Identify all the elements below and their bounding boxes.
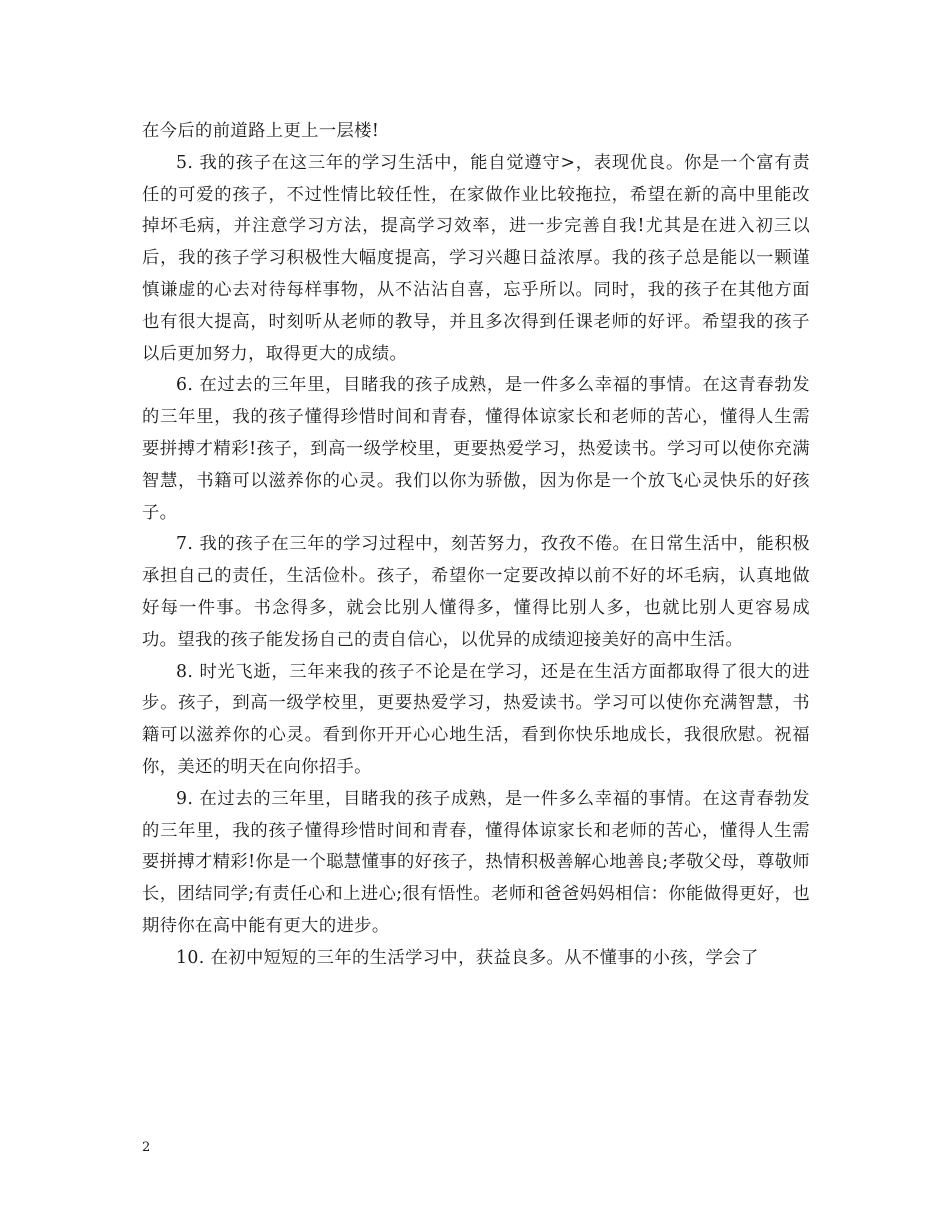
document-body bbox=[142, 116, 810, 975]
paragraph-item-9: 9. 在过去的三年里，目睹我的孩子成熟，是一件多么幸福的事情。在这青春勃发的三年里，我的孩子懂得珍惜时间和青春，懂得体谅家长和老师的苦心，懂得人生需要拼搏才精彩!你是一个聪慧懂事的好孩子，热情积极善解心地善良;孝敬父母，尊敬师长，团结同学;有责任心和上进心;很有悟性。老师和爸爸妈妈相信：你能做得更好，也期待你在高中能有更大的进步。 bbox=[142, 788, 810, 936]
page-number: 2 bbox=[142, 1140, 151, 1155]
paragraph-item-6: 6. 在过去的三年里，目睹我的孩子成熟，是一件多么幸福的事情。在这青春勃发的三年里，我的孩子懂得珍惜时间和青春，懂得体谅家长和老师的苦心，懂得人生需要拼搏才精彩!孩子，到高一级学校里，更要热爱学习，热爱读书。学习可以使你充满智慧，书籍可以滋养你的心灵。我们以你为骄傲，因为你是一个放飞心灵快乐的好孩子。 bbox=[142, 375, 810, 523]
paragraph-item-8: 8. 时光飞逝，三年来我的孩子不论是在学习，还是在生活方面都取得了很大的进步。孩子，到高一级学校里，更要热爱学习，热爱读书。学习可以使你充满智慧，书籍可以滋养你的心灵。看到你开开心心地生活，看到你快乐地成长，我很欣慰。祝福你，美还的明天在向你招手。 bbox=[142, 661, 810, 777]
paragraph-item-5: 5. 我的孩子在这三年的学习生活中，能自觉遵守>，表现优良。你是一个富有责任的可爱的孩子，不过性情比较任性，在家做作业比较拖拉，希望在新的高中里能改掉坏毛病，并注意学习方法，提高学习效率，进一步完善自我!尤其是在进入初三以后，我的孩子学习积极性大幅度提高，学习兴趣日益浓厚。我的孩子总是能以一颗谨慎谦虚的心去对待每样事物，从不沾沾自喜，忘乎所以。同时，我的孩子在其他方面也有很大提高，时刻听从老师的教导，并且多次得到任课老师的好评。希望我的孩子以后更加努力，取得更大的成绩。 bbox=[142, 152, 810, 364]
paragraph-item-7: 7. 我的孩子在三年的学习过程中，刻苦努力，孜孜不倦。在日常生活中，能积极承担自己的责任，生活俭朴。孩子，希望你一定要改掉以前不好的坏毛病，认真地做好每一件事。书念得多，就会比别人懂得多，懂得比别人多，也就比别人更容易成功。望我的孩子能发扬自己的责自信心，以优异的成绩迎接美好的高中生活。 bbox=[142, 534, 810, 650]
paragraph-continuation: 在今后的前道路上更上一层楼! bbox=[142, 121, 380, 141]
paragraph-item-10: 10. 在初中短短的三年的生活学习中，获益良多。从不懂事的小孩，学会了 bbox=[176, 947, 759, 968]
